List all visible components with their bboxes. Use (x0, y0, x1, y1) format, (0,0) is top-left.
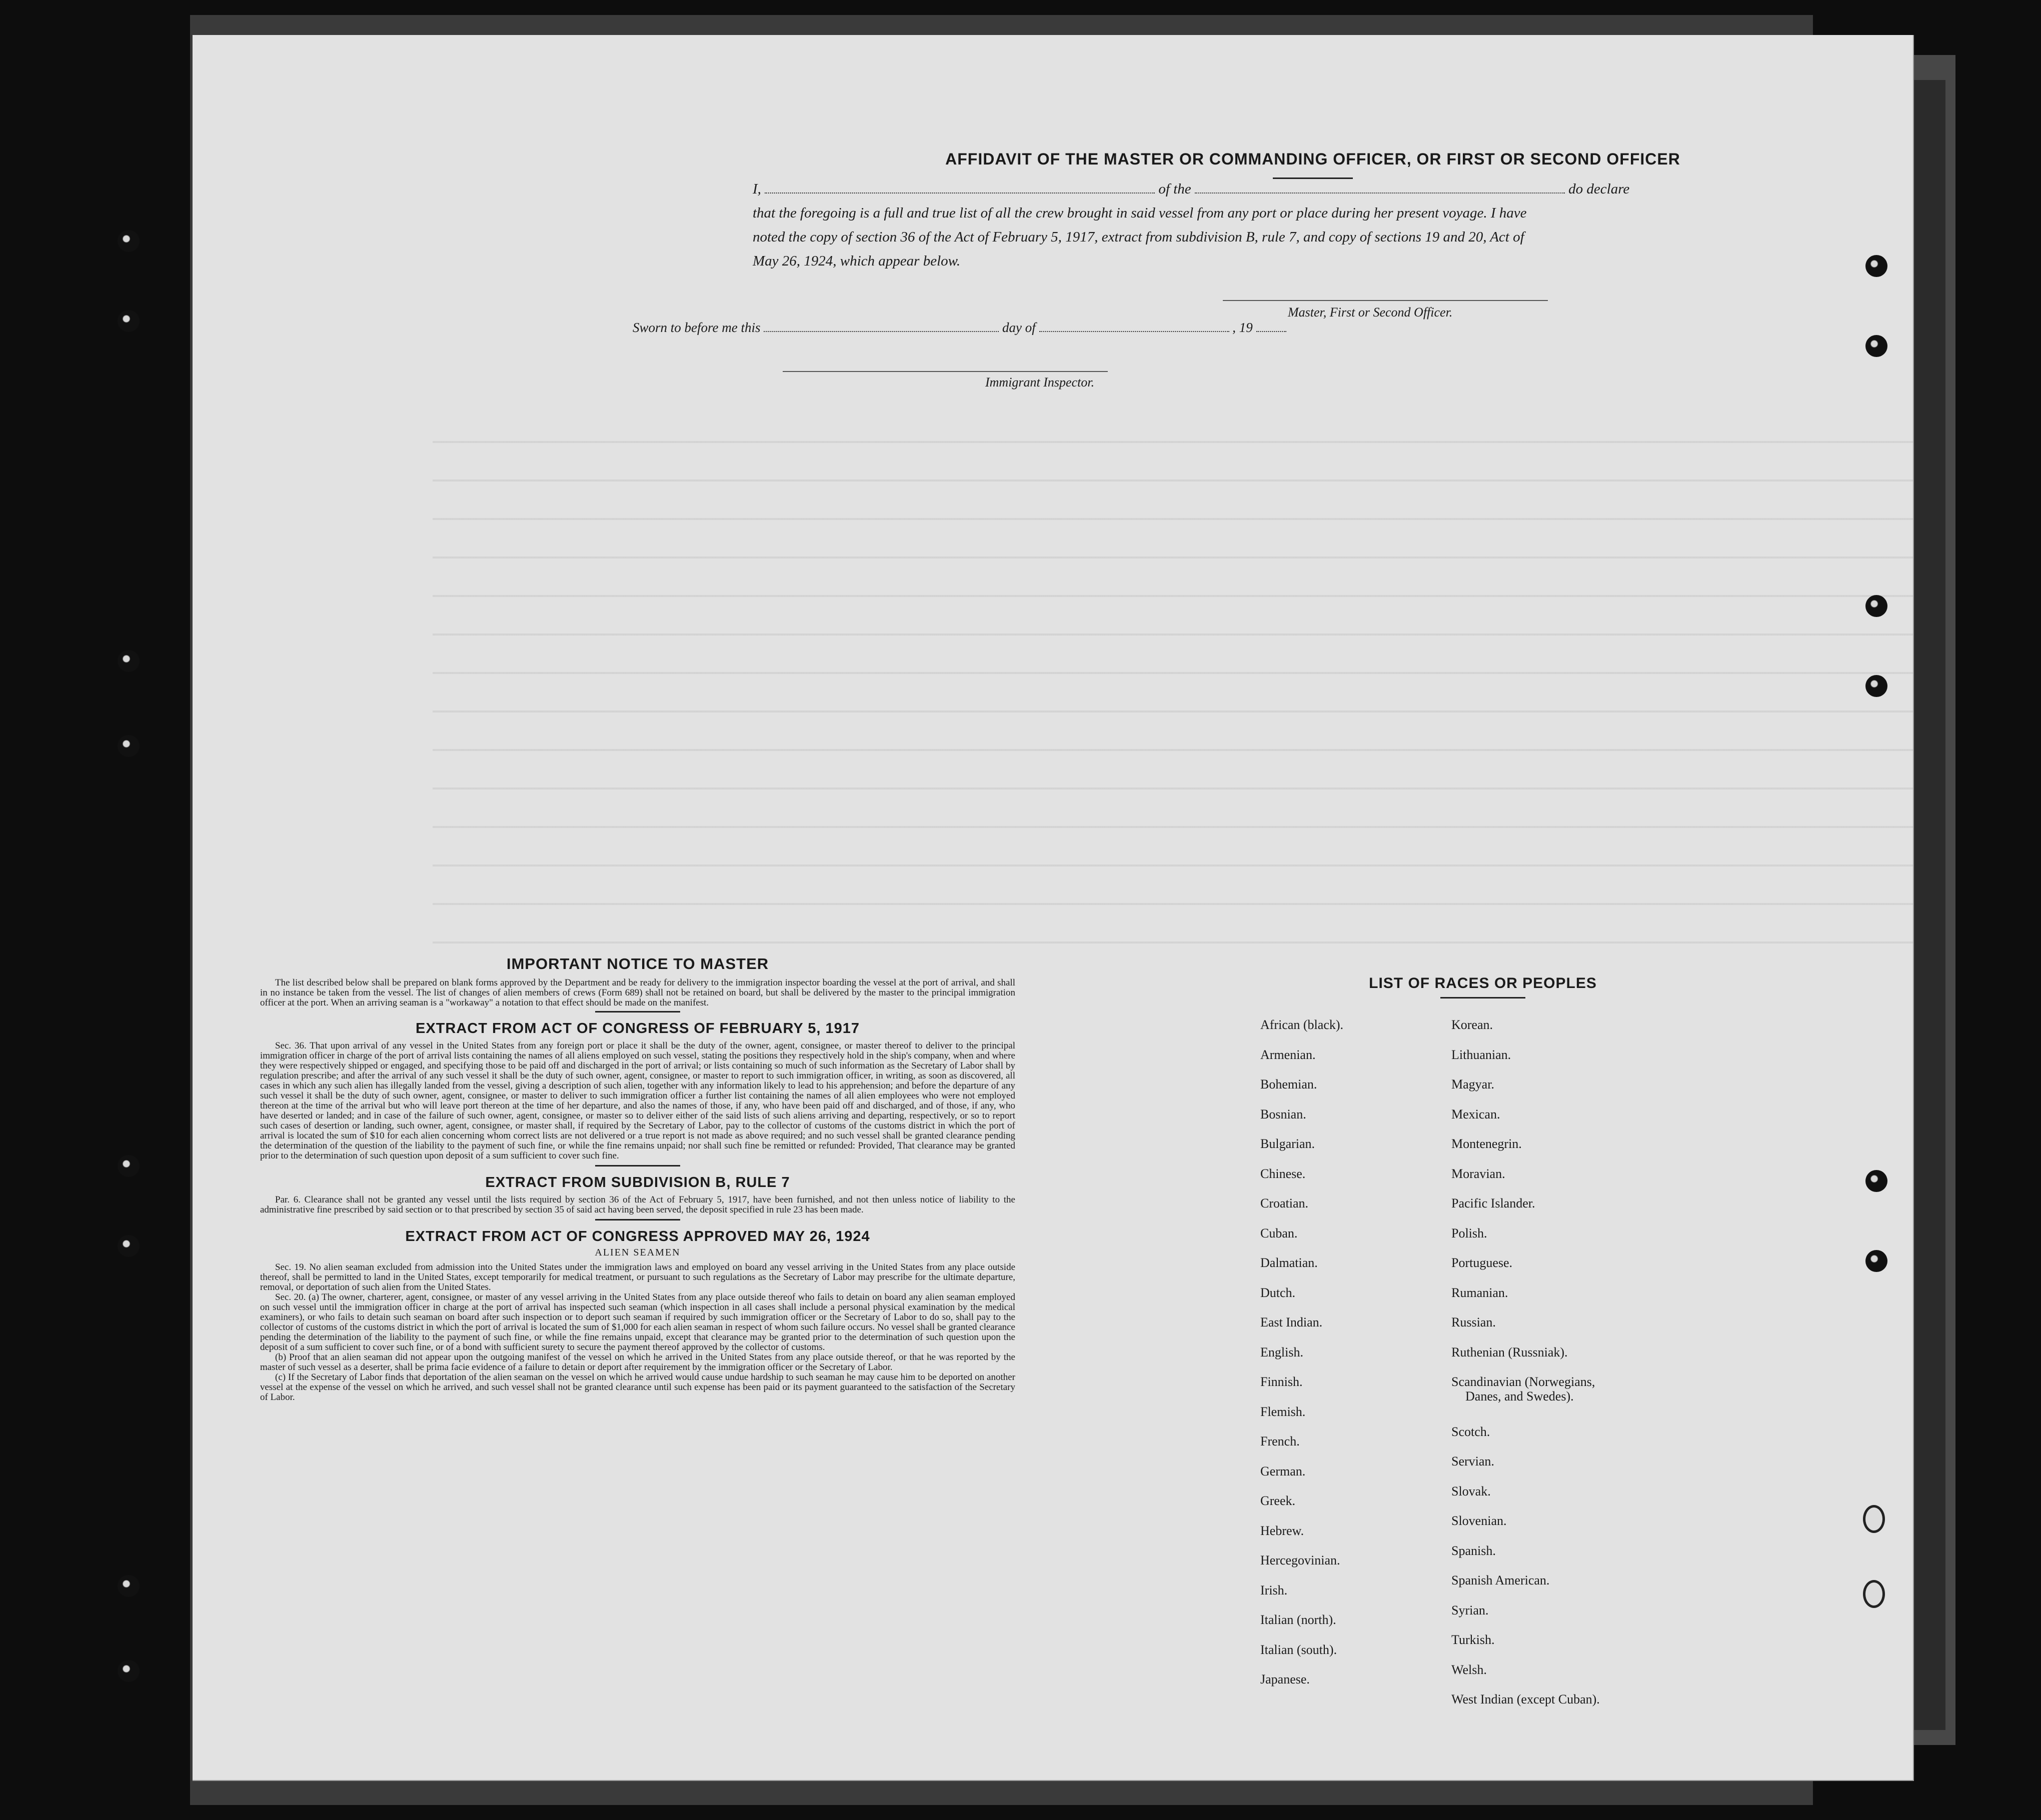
race-item: Servian. (1451, 1454, 1494, 1468)
officer-name-field[interactable] (765, 192, 1155, 194)
punch-hole (118, 230, 140, 252)
paragraph-6-text: Par. 6. Clearance shall not be granted any vessel until the lists required by section 36 of the Act of February 5, 1917, have been furnished, and not then unless notice of liability to the administrative fine prescribed by said section or to that prescribed by section 35 of said act having been served, the deposit specified in rule 23 has been made. (260, 1194, 1015, 1215)
punch-hole (118, 735, 140, 757)
race-item: West Indian (except Cuban). (1451, 1692, 1600, 1706)
section-19-text: Sec. 19. No alien seaman excluded from admission into the United States under the immigration laws and employed on board any vessel arriving in the United States from any place outside thereof, shall be permitted to land in the United States, except temporarily for medical treatment, or pursuant to such regulations as the Secretary of Labor may prescribe for the ultimate departure, removal, or deportation of such alien from the United States. (260, 1262, 1015, 1292)
race-item: Dutch. (1260, 1285, 1296, 1300)
sworn-month-field[interactable] (1039, 331, 1229, 332)
section-rule (595, 1011, 680, 1012)
race-item: Russian. (1451, 1315, 1496, 1330)
race-item: French. (1260, 1434, 1300, 1448)
race-item: Montenegrin. (1451, 1136, 1522, 1151)
sworn-year-field[interactable] (1256, 331, 1286, 332)
races-title: LIST OF RACES OR PEOPLES (1369, 975, 1597, 992)
punch-hole (118, 1155, 140, 1177)
notice-paragraph: The list described below shall be prepared on blank forms approved by the Department and be ready for delivery to the immigration inspector boarding the vessel at the port of arrival, and shall in no instance be taken from the vessel. The list of changes of alien members of crews (Form 689) shall not be retained on board, but shall be delivered by the master to the principal immigration officer at the port. When an arriving seaman is a "workaway" a notation to that effect should be made on the manifest. (260, 978, 1015, 1008)
sworn-prefix: Sworn to before me this (633, 320, 761, 335)
race-item: Slovenian. (1451, 1514, 1507, 1528)
declaration-line-2: that the foregoing is a full and true list of all the crew brought in said vessel from any port or place during her present voyage. I have (753, 205, 1527, 221)
races-title-rule (1440, 997, 1525, 998)
punch-hole (1865, 255, 1887, 277)
race-item: Greek. (1260, 1494, 1296, 1508)
punch-hole (118, 650, 140, 672)
race-item: Danes, and Swedes). (1465, 1388, 1574, 1404)
punch-hole (1865, 675, 1887, 697)
notice-body (260, 978, 1015, 1008)
extract-1924-title: EXTRACT FROM ACT OF CONGRESS APPROVED MAY 26, 1924 (405, 1228, 870, 1244)
sworn-date-field[interactable] (764, 331, 999, 332)
rule-7-body (260, 1195, 1015, 1215)
inspector-signature-label: Immigrant Inspector. (985, 375, 1095, 390)
punch-hole (118, 310, 140, 332)
race-item: Syrian. (1451, 1602, 1489, 1618)
race-item: Mexican. (1451, 1106, 1500, 1122)
race-item: Armenian. (1260, 1047, 1316, 1062)
section-36-text: Sec. 36. That upon arrival of any vessel in the United States from any foreign port or place it shall be the duty of the owner, agent, consignee, or master thereof to deliver to the principal immigration officer in charge of the port of arrival lists containing the names of all aliens employed on such vessel, stating the positions they respectively hold in the ship's company, when and where they were respectively shipped or engaged, and specifying those to be paid off and discharged in the port of arrival; or lists containing so much of such information as the Secretary of Labor shall by regulation prescribe; and after the arrival of any such vessel it shall be the duty of such owner, agent, consignee, or master to report to such immigration officer, in writing, as soon as discovered, all cases in which any such alien has illegally landed from the vessel, giving a description of such alien, together with any information likely to lead to his apprehension; and before the departure of any such vessel it shall be the duty of such owner, agent, consignee, or master to deliver to such immigration officer a further list containing the names of all alien employees who were not employed thereon at the time of the arrival but who will leave port thereon at the time of her departure, and also the names of those, if any, who have been paid off and discharged, and of those, if any, who have deserted or landed; and in case of the failure of such owner, agent, consignee, or master so to deliver either of the said lists of such aliens arriving and departing, respectively, or so to report such cases of desertion or landing, such owner, agent, consignee, or master shall, if required by the Secretary of Labor, pay to the collector of customs of the customs district in which the port of arrival is located the sum of $10 for each alien concerning whom correct lists are not delivered or a true report is not made as above required; and no such vessel shall be granted clearance pending the determination of the question of the liability to the payment of such fine, or while the fine remains unpaid; nor shall such fine be remitted or refunded: Provided, That clearance may be granted prior to the determination of such question upon deposit of a sum sufficient to cover such fine. (260, 1040, 1015, 1161)
notice-title: IMPORTANT NOTICE TO MASTER (506, 955, 769, 972)
sworn-day-of: day of (1002, 320, 1036, 335)
sworn-year-prefix: 19 (1239, 320, 1253, 335)
race-item: Japanese. (1260, 1672, 1310, 1686)
race-item: English. (1260, 1344, 1303, 1360)
race-item: Finnish. (1260, 1374, 1303, 1389)
race-item: Korean. (1451, 1018, 1493, 1032)
punch-hole (1865, 1170, 1887, 1192)
inspector-signature-line[interactable] (783, 370, 1108, 372)
section-20a-text: Sec. 20. (a) The owner, charterer, agent, consignee, or master of any vessel arriving in the United States from any place outside thereof who fails to detain on board any alien seaman employed on such vessel until the immigration officer in charge at the port of arrival has inspected such seaman (which inspection in all cases shall include a personal physical examination by the medical examiners), or who fails to detain such seaman on board after such inspection or to deport such seaman if required by such immigration officer or the Secretary of Labor to do so, shall pay to the collector of customs of the customs district in which the port of arrival is located the sum of $1,000 for each alien seaman in respect of whom such failure occurs. No vessel shall be granted clearance pending the determination of the liability to the payment of such fine, or while the fine remains unpaid, except that clearance may be granted prior to the determination of such question upon the deposit of a sum sufficient to cover such fine, or of a bond with sufficient surety to secure the payment thereof approved by the collector of customs. (260, 1292, 1015, 1352)
officer-signature-label: Master, First or Second Officer. (1288, 305, 1453, 320)
race-item: Moravian. (1451, 1166, 1505, 1181)
extract-1917-title: EXTRACT FROM ACT OF CONGRESS OF FEBRUARY 5, 1917 (415, 1020, 860, 1036)
race-item: Bulgarian. (1260, 1136, 1315, 1151)
section-20b-text: (b) Proof that an alien seaman did not appear upon the outgoing manifest of the vessel on which he arrived in the United States from any place outside thereof, or that he was reported by the master of such vessel as a deserter, shall be prima facie evidence of a failure to detain or deport after requirement by the immigration officer or the Secretary of Labor. (260, 1352, 1015, 1372)
decl-of-the: of the (1158, 181, 1191, 197)
reinforced-hole (1863, 1580, 1885, 1608)
race-item: Scotch. (1451, 1424, 1490, 1439)
document-page (193, 35, 1914, 1781)
races-section (1258, 975, 1708, 998)
race-item: Italian (south). (1260, 1642, 1337, 1657)
race-item: Bosnian. (1260, 1106, 1306, 1122)
notice-section (260, 955, 1015, 1402)
race-item: Polish. (1451, 1226, 1487, 1240)
race-item: Dalmatian. (1260, 1256, 1318, 1270)
title-rule (1273, 178, 1353, 179)
declaration-line-4: May 26, 1924, which appear below. (753, 253, 961, 269)
race-item: Cuban. (1260, 1226, 1298, 1240)
decl-do-declare: do declare (1568, 181, 1630, 197)
race-item: Chinese. (1260, 1166, 1306, 1181)
vessel-name-field[interactable] (1195, 192, 1565, 194)
race-item: Hebrew. (1260, 1523, 1304, 1538)
punch-hole (118, 1235, 140, 1257)
section-rule (595, 1219, 680, 1220)
race-item: Scandinavian (Norwegians, (1451, 1374, 1595, 1389)
alien-seamen-subtitle: ALIEN SEAMEN (595, 1247, 681, 1258)
section-rule (595, 1165, 680, 1166)
race-item: Turkish. (1451, 1632, 1495, 1647)
declaration-line-3: noted the copy of section 36 of the Act of February 5, 1917, extract from subdivision B, rule 7, and copy of sections 19 and 20, Act of (753, 229, 1524, 245)
race-item: Portuguese. (1451, 1256, 1513, 1270)
affidavit-section (858, 150, 1768, 179)
reinforced-hole (1863, 1505, 1885, 1533)
punch-hole (1865, 335, 1887, 357)
race-item: Bohemian. (1260, 1077, 1317, 1092)
race-item: Pacific Islander. (1451, 1196, 1535, 1210)
punch-hole (118, 1575, 140, 1597)
officer-signature-line[interactable] (1223, 299, 1548, 301)
race-item: Slovak. (1451, 1484, 1491, 1498)
race-item: Rumanian. (1451, 1285, 1508, 1300)
race-item: Spanish. (1451, 1543, 1496, 1558)
rule-7-title: EXTRACT FROM SUBDIVISION B, RULE 7 (485, 1174, 790, 1190)
race-item: Italian (north). (1260, 1612, 1336, 1627)
punch-hole (1865, 595, 1887, 617)
race-item: Flemish. (1260, 1404, 1306, 1419)
punch-hole (1865, 1250, 1887, 1272)
race-item: Ruthenian (Russniak). (1451, 1344, 1568, 1360)
section-20c-text: (c) If the Secretary of Labor finds that deportation of the alien seaman on the vessel on which he arrived would cause undue hardship to such seaman he may cause him to be deported on another vessel at the expense of the vessel on which he arrived, and such vessel shall not be granted clearance until such expense has been paid or its payment guaranteed to the satisfaction of the Secretary of Labor. (260, 1372, 1015, 1402)
race-item: Welsh. (1451, 1662, 1487, 1677)
extract-1917-body (260, 1041, 1015, 1161)
race-item: East Indian. (1260, 1315, 1323, 1330)
race-item: African (black). (1260, 1018, 1344, 1032)
sworn-line: Sworn to before me this day of , 19 (633, 320, 1286, 336)
race-item: Croatian. (1260, 1196, 1309, 1210)
race-item: Lithuanian. (1451, 1047, 1511, 1062)
affidavit-title: AFFIDAVIT OF THE MASTER OR COMMANDING OFFICER, OR FIRST OR SECOND OFFICER (945, 150, 1680, 168)
extract-1924-body (260, 1262, 1015, 1402)
declaration-line-1 (753, 181, 1629, 198)
race-item: Spanish American. (1451, 1573, 1550, 1588)
punch-hole (118, 1660, 140, 1682)
race-item: Hercegovinian. (1260, 1553, 1340, 1568)
bleed-through-manifest (433, 415, 1913, 970)
race-item: Irish. (1260, 1582, 1288, 1598)
decl-i: I, (753, 181, 761, 197)
race-item: German. (1260, 1464, 1306, 1478)
race-item: Magyar. (1451, 1077, 1494, 1092)
